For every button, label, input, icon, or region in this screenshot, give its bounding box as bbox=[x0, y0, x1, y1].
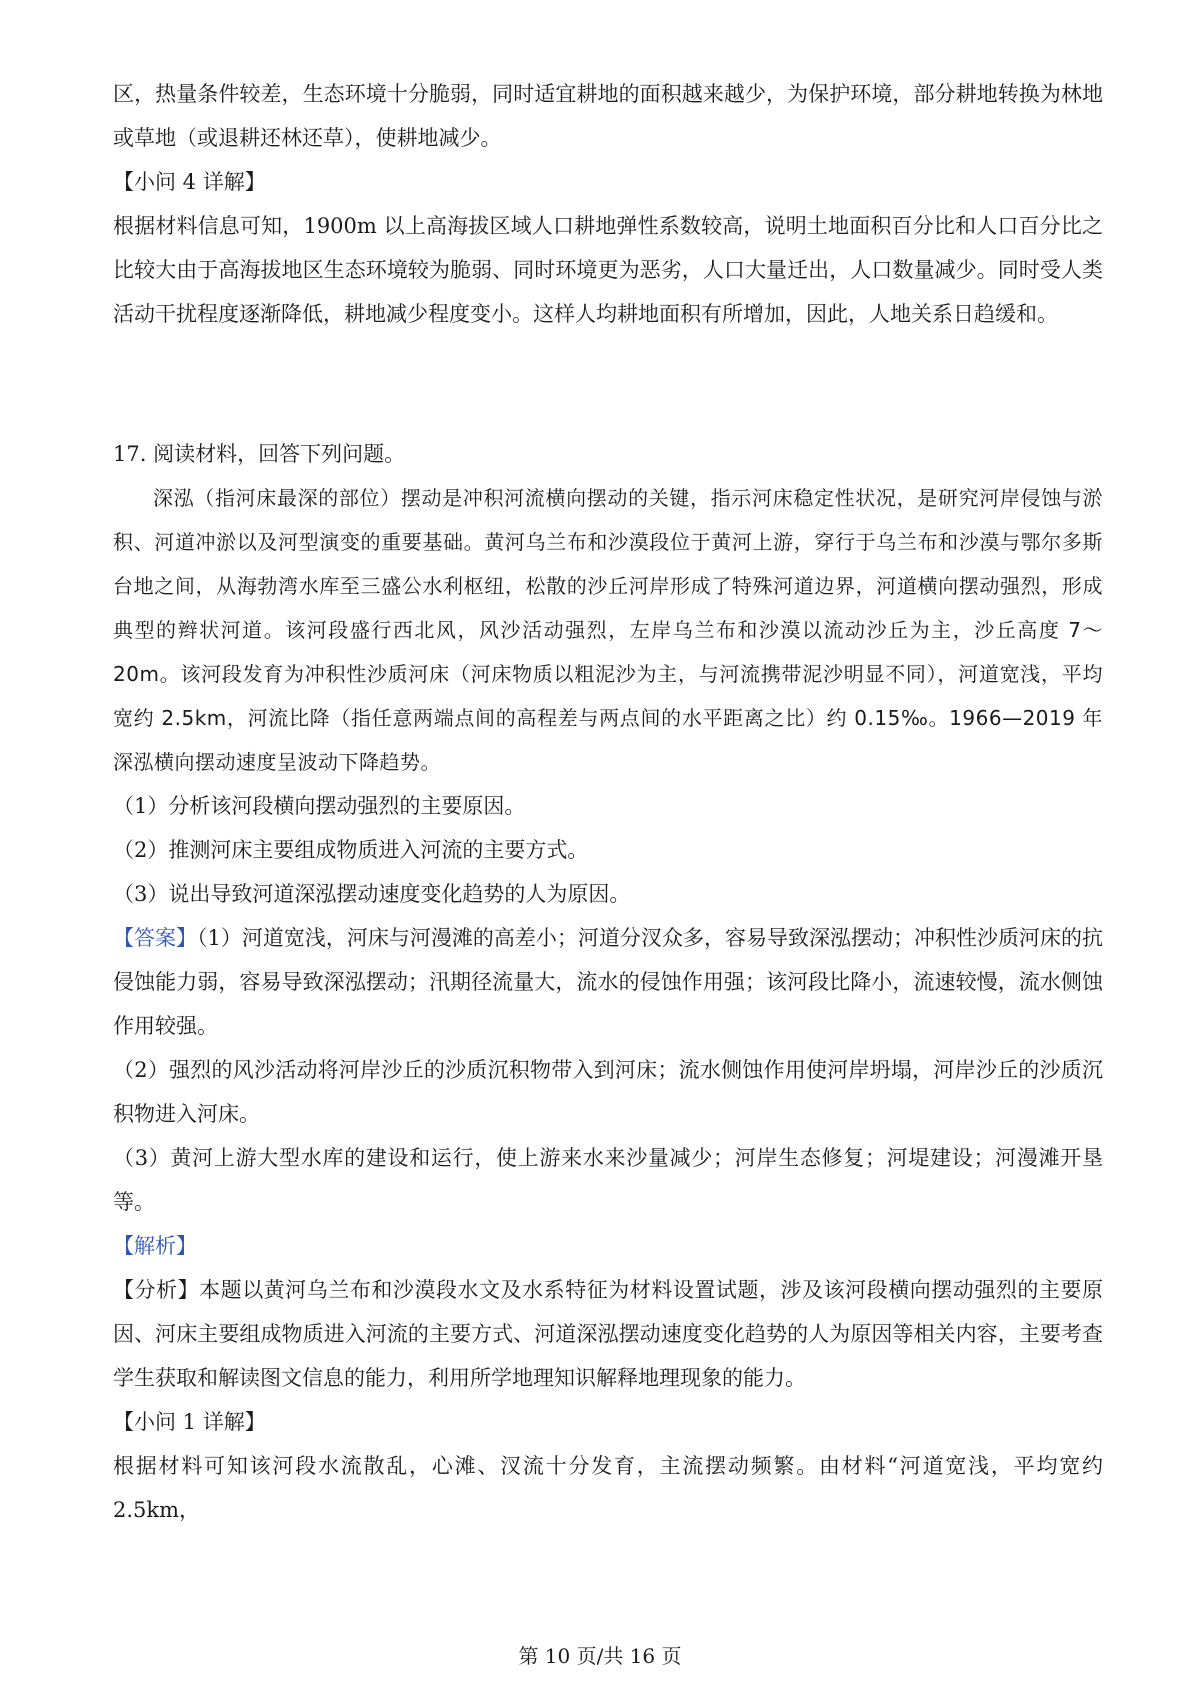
subquestion-1-explanation: 根据材料可知该河段水流散乱，心滩、汊流十分发育，主流摆动频繁。由材料“河道宽浅，平均宽约 2.5km， bbox=[113, 1454, 1103, 1522]
reading-material: 深泓（指河床最深的部位）摆动是冲积河流横向摆动的关键，指示河床稳定性状况，是研究河岸侵蚀与淤积、河道冲淤以及河型演变的重要基础。黄河乌兰布和沙漠段位于黄河上游，穿行于乌兰布和沙漠与鄂尔多斯台地之间，从海勃湾水库至三盛公水利枢纽，松散的沙丘河岸形成了特殊河道边界，河道横向摆动强烈，形成典型的辫状河道。该河段盛行西北风，风沙活动强烈，左岸乌兰布和沙漠以流动沙丘为主，沙丘高度 7～20m。该河段发育为冲积性沙质河床（河床物质以粗泥沙为主，与河流携带泥沙明显不同），河道宽浅，平均宽约 2.5km，河流比降（指任意两端点间的高程差与两点间的水平距离之比）约 0.15‰。1966—2019 年深泓横向摆动速度呈波动下降趋势。 bbox=[113, 486, 1103, 774]
answer-tag: 【答案】 bbox=[113, 926, 198, 950]
page-number: 第 10 页/共 16 页 bbox=[518, 1644, 682, 1668]
answer-2: （2）强烈的风沙活动将河岸沙丘的沙质沉积物带入到河床；流水侧蚀作用使河岸坍塌，河岸沙丘的沙质沉积物进入河床。 bbox=[113, 1058, 1103, 1126]
answer-3: （3）黄河上游大型水库的建设和运行，使上游来水来沙量减少；河岸生态修复；河堤建设；河漫滩开垦等。 bbox=[113, 1146, 1103, 1214]
analysis-text: 【分析】本题以黄河乌兰布和沙漠段水文及水系特征为材料设置试题，涉及该河段横向摆动强烈的主要原因、河床主要组成物质进入河流的主要方式、河道深泓摆动速度变化趋势的人为原因等相关内容，主要考查学生获取和解读图文信息的能力，利用所学地理知识解释地理现象的能力。 bbox=[113, 1278, 1103, 1390]
subquestion-4-explanation: 根据材料信息可知，1900m 以上高海拔区域人口耕地弹性系数较高，说明土地面积百分比和人口百分比之比较大由于高海拔地区生态环境较为脆弱、同时环境更为恶劣，人口大量迁出，人口数量减少。同时受人类活动干扰程度逐渐降低，耕地减少程度变小。这样人均耕地面积有所增加，因此，人地关系日趋缓和。 bbox=[113, 214, 1103, 326]
answer-1 bbox=[113, 916, 1103, 1048]
previous-answer-block bbox=[113, 72, 1103, 336]
subquestion-1-header: 【小问 1 详解】 bbox=[113, 1410, 266, 1434]
sub-question-2: （2）推测河床主要组成物质进入河流的主要方式。 bbox=[113, 838, 589, 862]
subquestion-4-header: 【小问 4 详解】 bbox=[113, 170, 266, 194]
sub-question-3: （3）说出导致河道深泓摆动速度变化趋势的人为原因。 bbox=[113, 882, 631, 906]
sub-question-1: （1）分析该河段横向摆动强烈的主要原因。 bbox=[113, 794, 526, 818]
question-17-block bbox=[113, 432, 1103, 1532]
question-title: 17. 阅读材料，回答下列问题。 bbox=[113, 442, 406, 466]
analysis-tag: 【解析】 bbox=[113, 1234, 197, 1258]
paragraph-continued: 区，热量条件较差，生态环境十分脆弱，同时适宜耕地的面积越来越少，为保护环境，部分耕地转换为林地或草地（或退耕还林还草），使耕地减少。 bbox=[113, 82, 1103, 150]
answer-1-text: （1）河道宽浅，河床与河漫滩的高差小；河道分汊众多，容易导致深泓摆动；冲积性沙质河床的抗侵蚀能力弱，容易导致深泓摆动；汛期径流量大，流水的侵蚀作用强；该河段比降小，流速较慢，流水侧蚀作用较强。 bbox=[113, 926, 1104, 1038]
